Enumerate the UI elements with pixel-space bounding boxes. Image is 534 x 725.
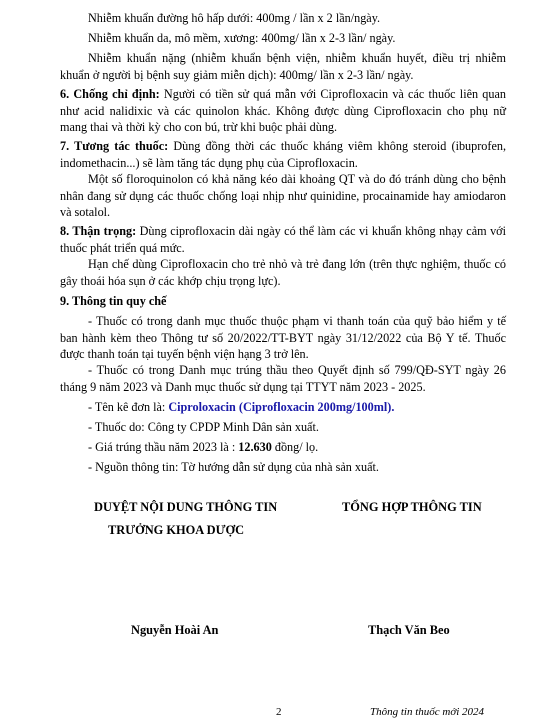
section-text: Dùng ciprofloxacin dài ngày có thể làm các vi khuẩn không nhạy cảm với thuốc phát triển quá mức. bbox=[60, 224, 506, 255]
section-heading: 7. Tương tác thuốc: bbox=[60, 139, 169, 153]
section-heading: 6. Chống chỉ định: bbox=[60, 87, 160, 101]
section-regulation-heading: 9. Thông tin quy chế bbox=[60, 294, 167, 308]
tender-price bbox=[60, 439, 506, 456]
regulation-tender: - Thuốc có trong Danh mục trúng thầu theo Quyết định số 799/QĐ-SYT ngày 26 tháng 9 năm 2023 và Danh mục thuốc sử dụng tại TTYT năm 2023 - 2025. bbox=[60, 363, 506, 394]
approver-name: Nguyễn Hoài An bbox=[131, 623, 219, 637]
publication-footer: Thông tin thuốc mới 2024 bbox=[370, 706, 485, 718]
page-number: 2 bbox=[276, 706, 282, 718]
section-text: Người có tiền sử quá mẫn với Ciprofloxacin và các thuốc liên quan như acid nalidixic và các quinolon khác. Không được dùng Ciprofloxacin cho phụ nữ mang thai và thời kỳ cho con bú, trừ khi buộc phải dùng. bbox=[60, 87, 506, 135]
compiler-title: TỔNG HỢP THÔNG TIN bbox=[342, 500, 482, 514]
caution-extra: Hạn chế dùng Ciprofloxacin cho trẻ nhỏ và trẻ đang lớn (trên thực nghiệm, thuốc có gây thoái hóa sụn ở các khớp chịu trọng lực). bbox=[60, 257, 506, 288]
interaction-extra: Một số floroquinolon có khả năng kéo dài khoảng QT và do đó tránh dùng cho bệnh nhân đang sử dụng các thuốc chống loại nhịp như quinidine, procainamide hay amiodaron và sotalol. bbox=[60, 172, 506, 220]
prescription-value: Ciproloxacin (Ciprofloxacin 200mg/100ml). bbox=[168, 400, 395, 414]
price-value: 12.630 bbox=[238, 440, 272, 454]
prescription-label: - Tên kê đơn là: bbox=[88, 400, 169, 414]
section-caution bbox=[60, 223, 506, 256]
price-label: - Giá trúng thầu năm 2023 là : bbox=[88, 440, 239, 454]
regulation-insurance: - Thuốc có trong danh mục thuốc thuộc phạm vi thanh toán của quỹ bảo hiểm y tế ban hành kèm theo Thông tư số 20/2022/TT-BYT ngày 31/12/2022 của Bộ Y tế. Thuốc được thanh toán tại tuyến bệnh viện hạng 3 trở lên. bbox=[60, 314, 506, 362]
section-text: Dùng đồng thời các thuốc kháng viêm không steroid (ibuprofen, indomethacin...) sẽ làm tăng tác dụng phụ của Ciprofloxacin. bbox=[60, 139, 506, 170]
info-source: - Nguồn thông tin: Tờ hướng dẫn sử dụng của nhà sản xuất. bbox=[88, 460, 379, 474]
dosing-skin: Nhiễm khuẩn da, mô mềm, xương: 400mg/ lần x 2-3 lần/ ngày. bbox=[88, 31, 396, 45]
approver-title: DUYỆT NỘI DUNG THÔNG TIN bbox=[94, 500, 278, 514]
section-interaction bbox=[60, 138, 506, 171]
compiler-name: Thạch Văn Beo bbox=[368, 623, 450, 637]
prescription-name bbox=[60, 399, 506, 416]
manufacturer: - Thuốc do: Công ty CPDP Minh Dân sản xuất. bbox=[88, 420, 319, 434]
approver-position: TRƯỞNG KHOA DƯỢC bbox=[108, 523, 245, 537]
section-contraindication bbox=[60, 86, 506, 136]
dosing-severe: Nhiễm khuẩn nặng (nhiễm khuẩn bệnh viện, nhiễm khuẩn huyết, điều trị nhiễm khuẩn ở người bị bệnh suy giảm miễn dịch): 400mg/ lần x 2-3 lần/ ngày. bbox=[60, 51, 506, 82]
section-heading: 8. Thận trọng: bbox=[60, 224, 137, 238]
price-unit: đồng/ lọ. bbox=[271, 440, 319, 454]
dosing-lower-respiratory: Nhiễm khuẩn đường hô hấp dưới: 400mg / lần x 2 lần/ngày. bbox=[88, 11, 381, 25]
